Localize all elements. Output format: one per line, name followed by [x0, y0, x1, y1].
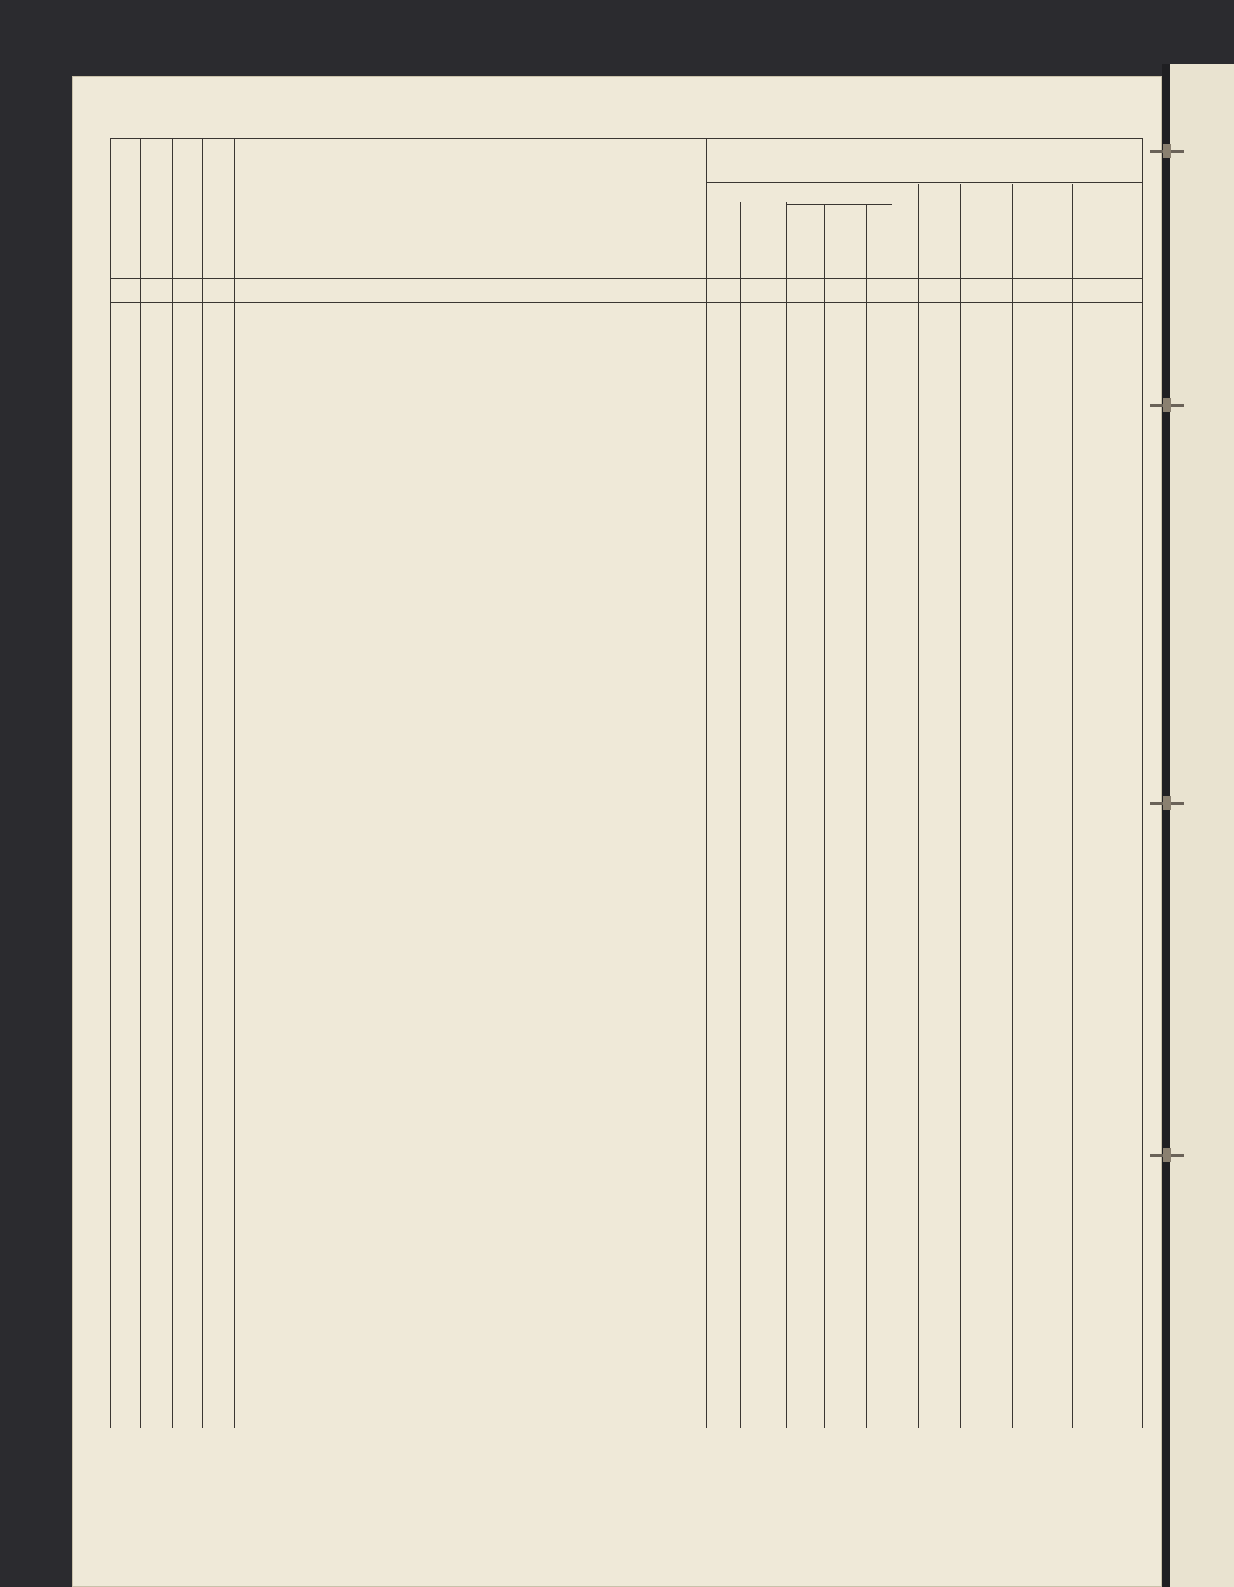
column-rule	[706, 138, 707, 1428]
column-number-rule	[110, 302, 1142, 303]
next-page-edge	[1170, 64, 1234, 1587]
column-rule	[824, 204, 825, 1428]
column-rule	[786, 202, 787, 1428]
binding-clip	[1150, 404, 1184, 407]
column-rule	[110, 138, 111, 1428]
document-page	[72, 76, 1162, 1587]
next-page-header	[1196, 142, 1224, 272]
binding-clip	[1150, 150, 1184, 153]
hay-rule	[786, 204, 892, 205]
binding-clip	[1150, 802, 1184, 805]
column-rule	[202, 138, 203, 1428]
column-rule	[234, 138, 235, 1428]
column-rule	[866, 204, 867, 1428]
header-rule	[110, 138, 1142, 139]
column-header-rule	[110, 278, 1142, 279]
column-rule	[1142, 138, 1143, 1428]
column-rule	[1072, 184, 1073, 1428]
group-rule	[706, 182, 1142, 183]
column-rule	[960, 184, 961, 1428]
binding-clip	[1150, 1154, 1184, 1157]
column-rule	[172, 138, 173, 1428]
column-rule	[140, 138, 141, 1428]
column-rule	[918, 184, 919, 1428]
book-spine	[1162, 64, 1170, 1587]
column-rule	[1012, 184, 1013, 1428]
column-rule	[740, 202, 741, 1428]
